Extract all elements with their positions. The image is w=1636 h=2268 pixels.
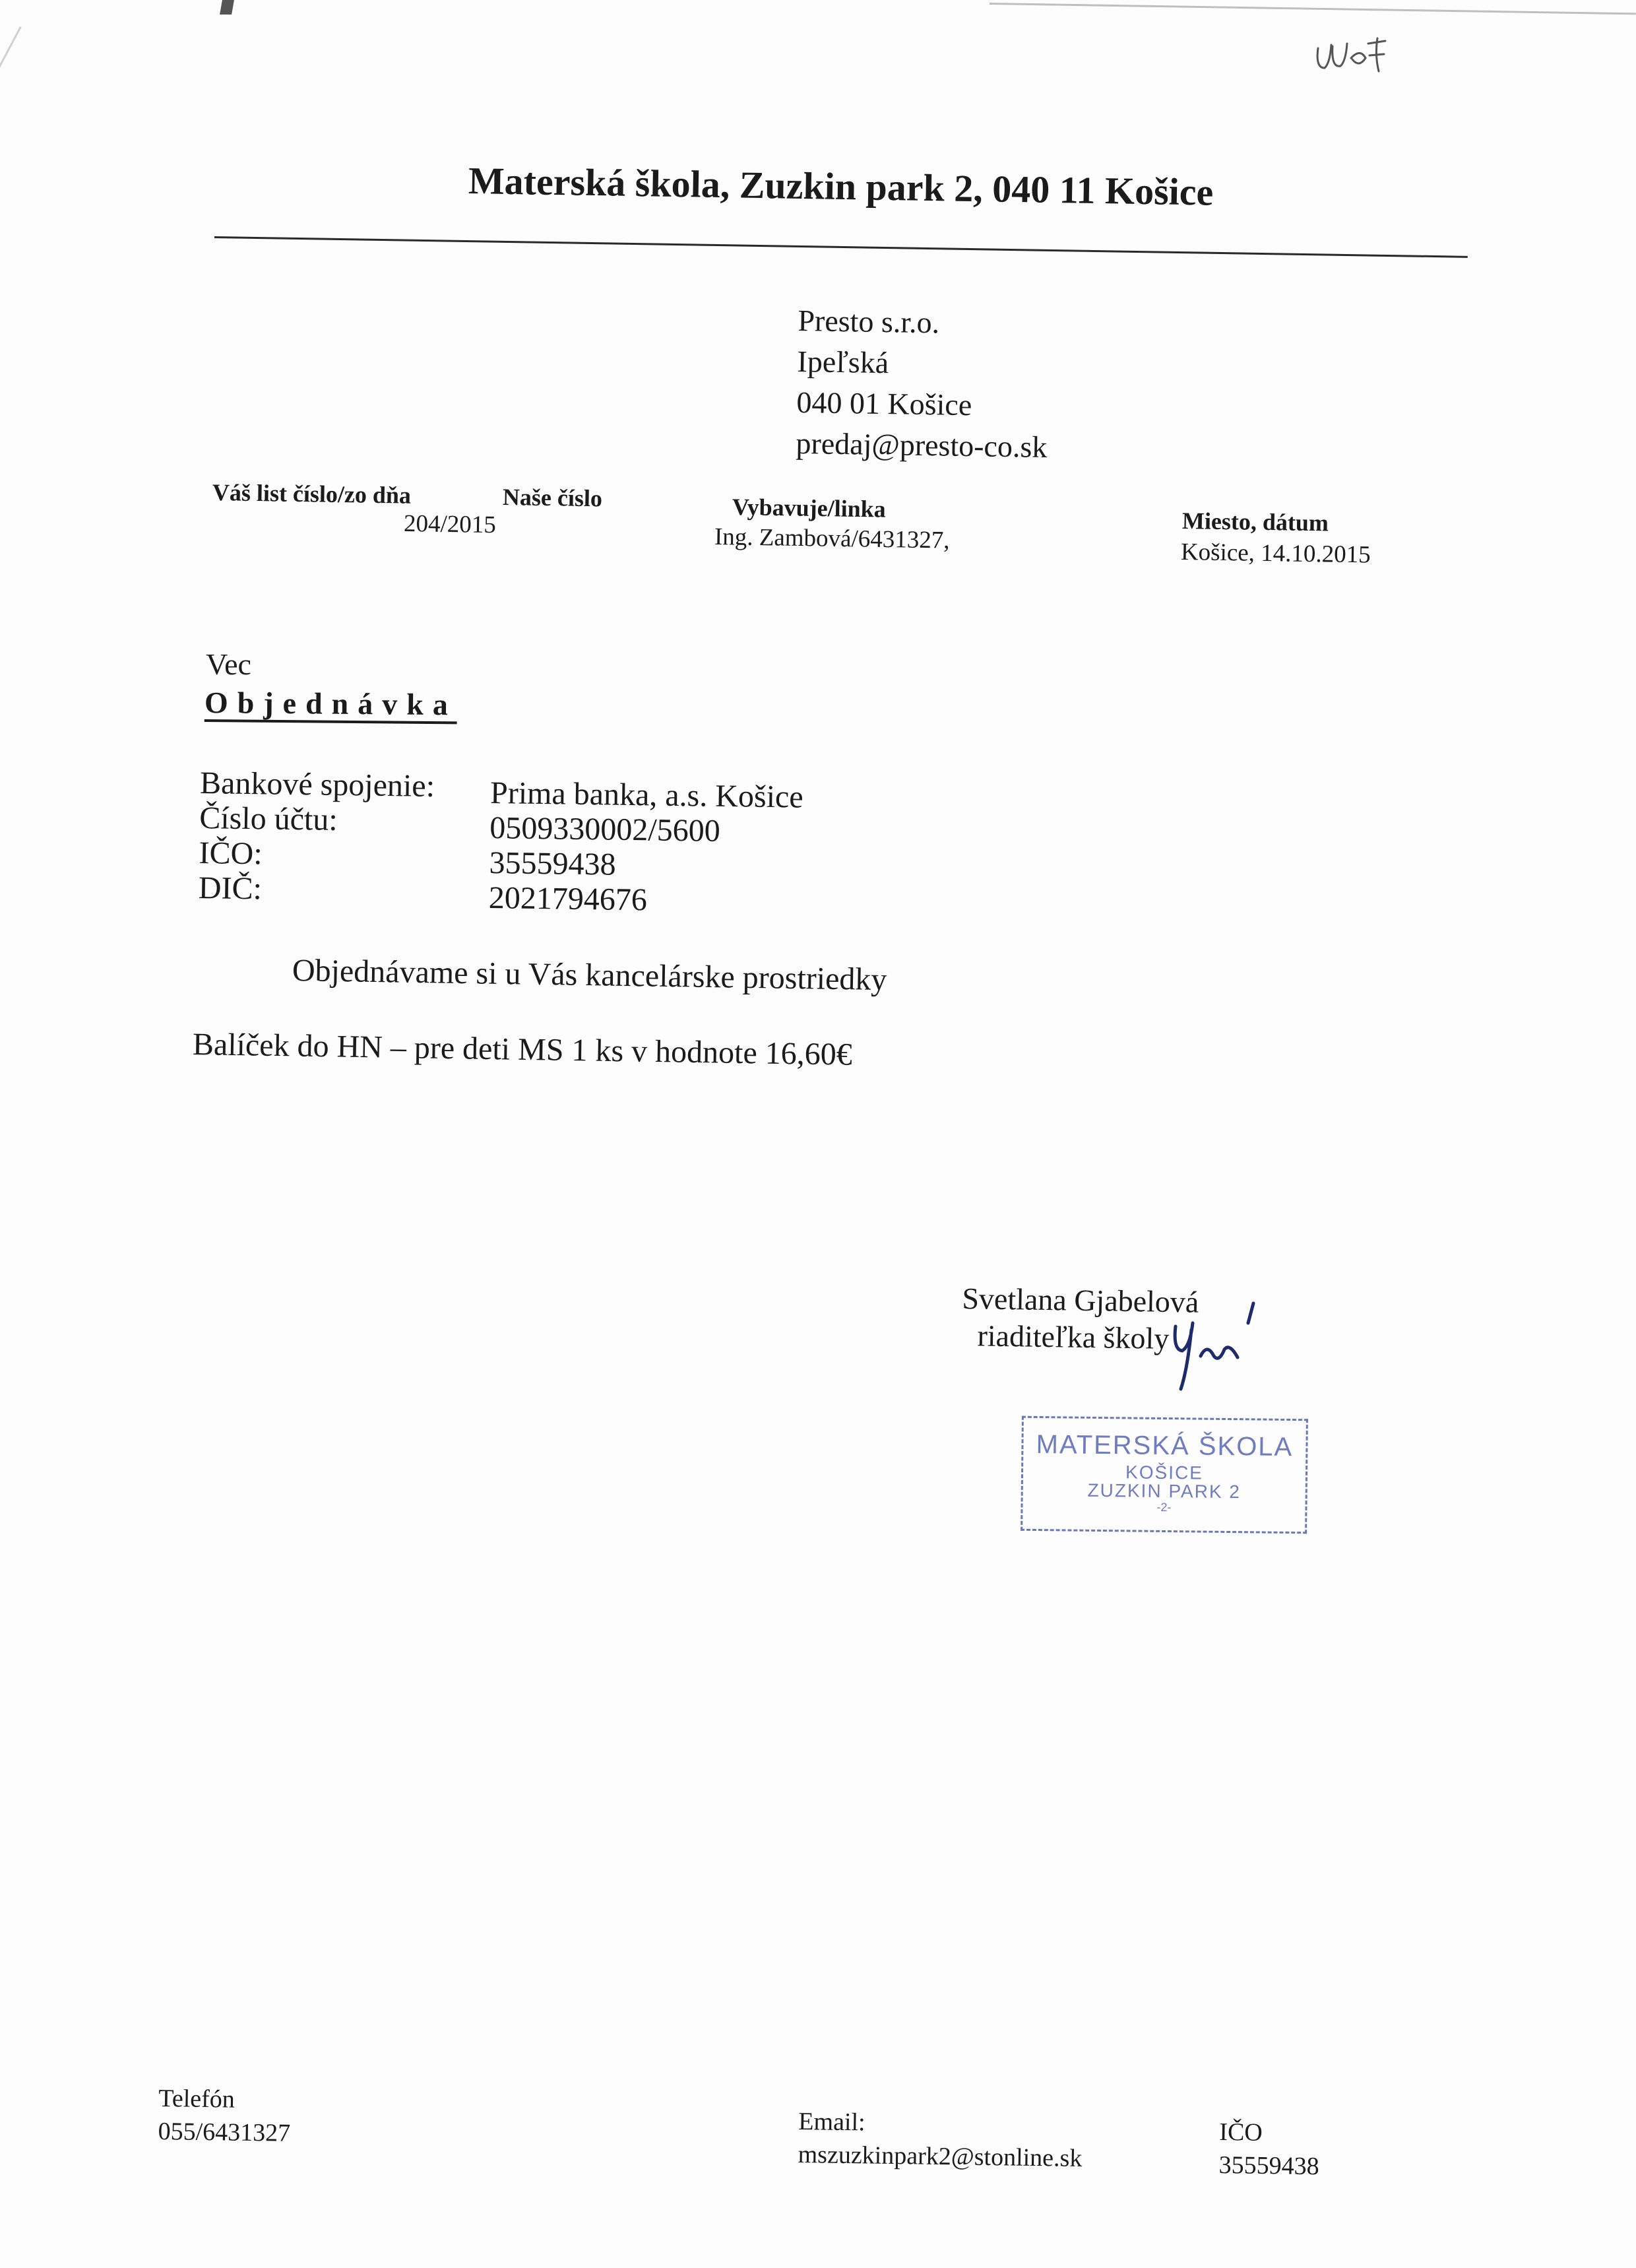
handled-by-value: Ing. Zambová/6431327, bbox=[714, 523, 950, 554]
bank-name-value: Prima banka, a.s. Košice bbox=[489, 775, 803, 815]
footer-email bbox=[798, 2105, 1083, 2175]
ico-value: 35559438 bbox=[489, 845, 616, 882]
recipient-company: Presto s.r.o. bbox=[798, 304, 940, 340]
place-date-label: Miesto, dátum bbox=[1181, 507, 1329, 536]
footer-phone-value: 055/6431327 bbox=[158, 2117, 291, 2147]
stamp-line-4: -2- bbox=[1156, 1500, 1172, 1514]
school-stamp bbox=[1021, 1416, 1308, 1534]
place-date-value: Košice, 14.10.2015 bbox=[1180, 538, 1371, 569]
subject-label: Vec bbox=[206, 647, 251, 681]
footer-ico-label: IČO bbox=[1219, 2118, 1263, 2147]
stamp-line-1: MATERSKÁ ŠKOLA bbox=[1036, 1429, 1294, 1462]
bank-labels bbox=[199, 765, 435, 909]
your-letter-label: Váš list číslo/zo dňa bbox=[212, 479, 412, 509]
handwritten-signature bbox=[1161, 1297, 1280, 1396]
order-item: Balíček do HN – pre deti MS 1 ks v hodnote 16,60€ bbox=[192, 1027, 853, 1072]
footer-ico bbox=[1218, 2116, 1319, 2183]
header-divider bbox=[214, 236, 1468, 258]
footer-email-value: mszuzkinpark2@stonline.sk bbox=[798, 2140, 1083, 2173]
stamp-line-3: ZUZKIN PARK 2 bbox=[1087, 1479, 1242, 1503]
order-intro: Objednávame si u Vás kancelárske prostriedky bbox=[292, 953, 887, 998]
footer-ico-value: 35559438 bbox=[1218, 2151, 1319, 2181]
signatory-role: riaditeľka školy bbox=[977, 1318, 1170, 1355]
bank-connection-label: Bankové spojenie: bbox=[199, 765, 435, 804]
scan-fold-line bbox=[0, 26, 22, 773]
dic-label: DIČ: bbox=[198, 870, 263, 907]
scan-top-border bbox=[990, 3, 1636, 15]
our-number-value: 204/2015 bbox=[403, 510, 497, 539]
footer-phone bbox=[158, 2082, 291, 2150]
handwritten-corner-mark bbox=[1313, 32, 1392, 78]
recipient-address bbox=[796, 300, 1050, 468]
our-number-label: Naše číslo bbox=[502, 484, 603, 512]
subject-title: Objednávka bbox=[204, 686, 458, 722]
dic-value: 2021794676 bbox=[488, 880, 648, 918]
stamp-line-2: KOŠICE bbox=[1125, 1462, 1204, 1483]
footer-phone-label: Telefón bbox=[158, 2085, 236, 2114]
bank-values bbox=[489, 775, 803, 920]
footer-email-label: Email: bbox=[798, 2108, 865, 2137]
recipient-email: predaj@presto-co.sk bbox=[796, 426, 1048, 464]
recipient-city: 040 01 Košice bbox=[796, 385, 972, 422]
signatory-name: Svetlana Gjabelová bbox=[962, 1281, 1199, 1319]
handled-by-label: Vybavuje/linka bbox=[732, 494, 887, 523]
account-number-label: Číslo účtu: bbox=[199, 800, 338, 837]
ico-label: IČO: bbox=[199, 835, 263, 872]
school-header-title: Materská škola, Zuzkin park 2, 040 11 Košice bbox=[468, 159, 1214, 214]
recipient-street: Ipeľská bbox=[797, 344, 889, 380]
scan-corner-mark bbox=[220, 0, 234, 15]
account-number-value: 0509330002/5600 bbox=[489, 810, 721, 849]
